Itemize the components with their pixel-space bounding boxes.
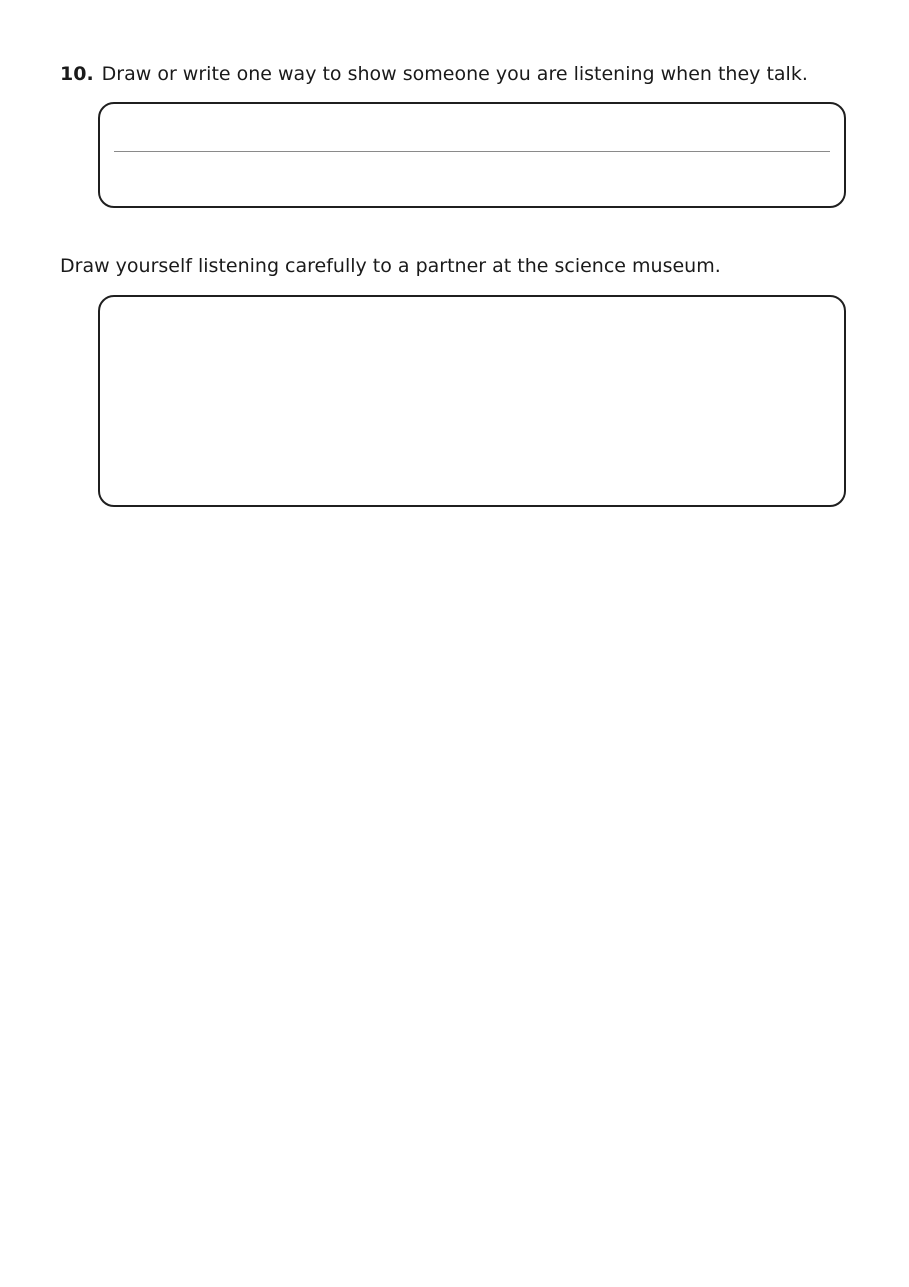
- writing-line: [114, 151, 830, 152]
- drawing-box[interactable]: [98, 295, 846, 507]
- question-text: Draw or write one way to show someone you are listening when they talk.: [101, 63, 808, 85]
- question-number: 10.: [60, 63, 94, 85]
- answer-box[interactable]: [98, 102, 846, 208]
- drawing-prompt: Draw yourself listening carefully to a partner at the science museum.: [60, 255, 721, 277]
- question-10: [60, 62, 808, 86]
